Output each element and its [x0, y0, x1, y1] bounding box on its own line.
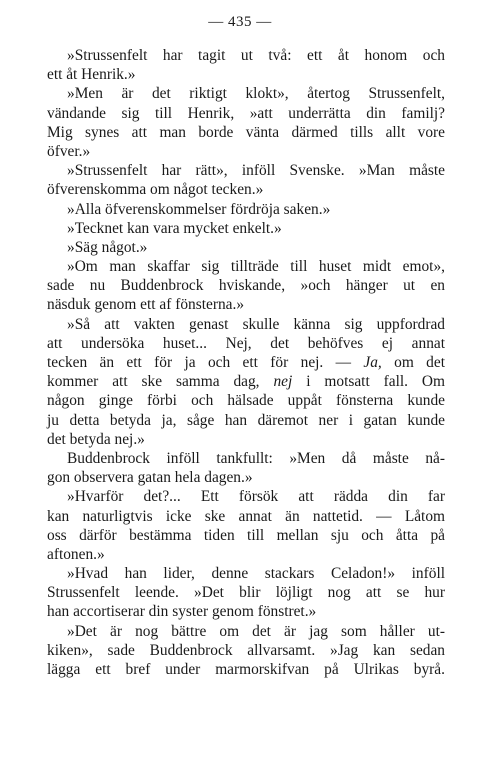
text-segment: i motsatt fall. Om [292, 373, 445, 391]
text-line: någon ginge förbi och hälsade uppåt fönsterna kunde [47, 392, 445, 410]
text-line: »Så att vakten genast skulle känna sig uppfordrad [67, 315, 445, 333]
text-line: kan naturligtvis icke ske annat än nattetid. — Låtom [47, 507, 445, 525]
body-text [47, 46, 445, 679]
text-line: ett åt Henrik.» [47, 66, 136, 84]
text-segment: kommer att ske samma dag, [47, 373, 274, 391]
text-line: kiken», sade Buddenbrock allvarsamt. »Jag kan sedan [47, 641, 445, 659]
text-line: »Tecknet kan vara mycket enkelt.» [67, 219, 282, 237]
text-line: det betyda nej.» [47, 430, 145, 448]
text-line: »Alla öfverenskommelser fördröja saken.» [67, 200, 331, 218]
text-line: sade nu Buddenbrock hviskande, »och hänger ut en [47, 277, 445, 295]
text-line: att undersöka huset... Nej, det behöfves ej annat [47, 334, 445, 352]
text-line: »Hvad han lider, denne stackars Celadon!» inföll [67, 565, 445, 583]
text-line: han accortiserar din syster genom fönstret.» [47, 603, 317, 621]
text-line: vändande sig till Henrik, »att underrätta din familj? [47, 104, 445, 122]
page-number: — 435 — [208, 14, 272, 30]
text-line: näsduk genom ett af fönsterna.» [47, 296, 245, 314]
text-line: »Strussenfelt har tagit ut två: ett åt honom och [67, 47, 445, 64]
text-line: gon observera gatan hela dagen.» [47, 469, 253, 487]
text-segment: tecken än ett för ja och ett för nej. — [47, 354, 364, 371]
text-line: »Hvarför det?... Ett försök att rädda din far [67, 488, 445, 506]
text-segment: om det [381, 354, 445, 371]
text-line: Buddenbrock inföll tankfullt: »Men då måste nå- [67, 449, 445, 467]
text-line: »Om man skaffar sig tillträde till huset midt emot», [67, 258, 445, 276]
text-line: »Men är det riktigt klokt», återtog Strussenfelt, [67, 85, 445, 103]
text-line: ju detta betyda ja, såge han däremot ner i gatan kunde [47, 411, 445, 429]
text-line: oss därför bestämma tiden till mellan sju och åtta på [47, 526, 445, 544]
text-line: »Säg något.» [67, 238, 148, 256]
text-line: »Det är nog bättre om det är jag som håller ut- [67, 622, 445, 640]
text-line [47, 353, 445, 372]
text-line [47, 372, 445, 391]
text-line: aftonen.» [47, 545, 105, 563]
text-line: öfver.» [47, 142, 91, 160]
text-line: Strussenfelt leende. »Det blir löjligt nog att se hur [47, 584, 445, 602]
emphasis-text: Ja, [363, 354, 382, 371]
text-line: öfverenskomma om något tecken.» [47, 181, 264, 199]
text-line: lägga ett bref under marmorskifvan på Ulrikas byrå. [47, 661, 445, 678]
text-line: Mig synes att man borde vänta därmed tills allt vore [47, 123, 445, 141]
emphasis-text: nej [273, 373, 293, 391]
text-line: »Strussenfelt har rätt», inföll Svenske. »Man måste [67, 162, 445, 180]
